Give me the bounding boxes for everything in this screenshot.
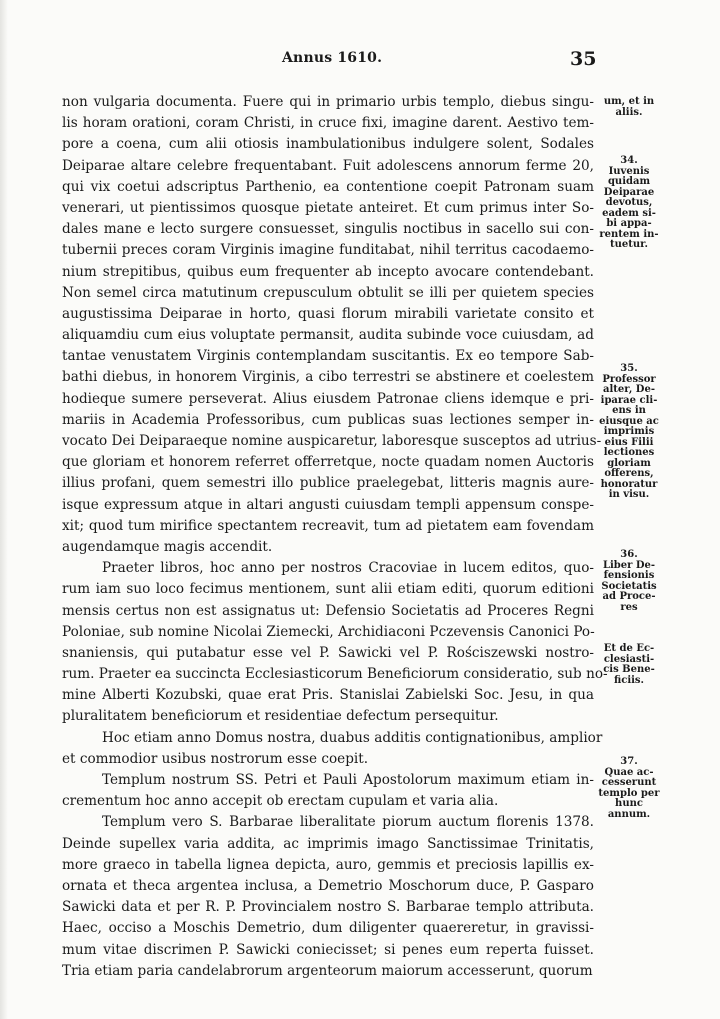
page-header xyxy=(0,50,720,74)
text-line: hodieque sumere perseverat. Alius eiusdem Patronae cliens idemque e pri- xyxy=(62,390,594,407)
text-line: Deiparae altare celebre frequentabant. Fuit adolescens annorum ferme 20, xyxy=(62,157,594,174)
text-line: Tria etiam paria candelabrorum argenteorum maiorum accesserunt, quorum xyxy=(62,962,593,979)
text-line: que gloriam et honorem referret offerretque, nocte quadam nomen Auctoris xyxy=(62,454,594,471)
text-line: augustissima Deiparae in horto, quasi florum mirabili varietate consito et xyxy=(62,305,594,322)
text-line: aliquamdiu cum eius voluptate permansit, audita subinde voce cuiusdam, ad xyxy=(62,327,594,344)
text-line: non vulgaria documenta. Fuere qui in primario urbis templo, diebus singu- xyxy=(62,94,594,110)
text-line: mum vitae discrimen P. Sawicki coniecisset; si penes eum reperta fuisset. xyxy=(62,941,594,958)
text-line: mine Alberti Kozubski, quae erat Pris. Stanislai Zabielski Soc. Jesu, in qua xyxy=(62,687,594,704)
text-line: Hoc etiam anno Domus nostra, duabus additis contignationibus, amplior xyxy=(102,729,603,746)
text-line: rum. Praeter ea succincta Ecclesiasticorum Beneficiorum consideratio, sub no- xyxy=(62,666,608,683)
text-line: lis horam orationi, coram Christi, in cruce fixi, imagine darent. Aestivo tem- xyxy=(62,115,594,132)
text-line: Templum vero S. Barbarae liberalitate piorum auctum florenis 1378. xyxy=(102,814,594,831)
text-line: qui vix coetui adscriptus Parthenio, ea contentione coepit Patronam suam xyxy=(62,178,594,195)
text-line: mariis in Academia Professoribus, cum publicas suas lectiones semper in- xyxy=(62,411,594,428)
text-line: illius profani, quem semestri illo publice praelegebat, litteris magnis aure- xyxy=(62,475,594,492)
text-line: dales mane e lecto surgere consuesset, singulis noctibus in sacello sui con- xyxy=(62,221,594,238)
text-line: more graeco in tabella lignea depicta, auro, gemmis et preciosis lapillis ex- xyxy=(62,856,594,873)
text-line: bathi diebus, in honorem Virginis, a cibo terrestri se abstinere et coelestem xyxy=(62,369,594,386)
text-line: Haec, occiso a Moschis Demetrio, dum diligenter quaereretur, in gravissi- xyxy=(62,920,594,937)
text-line: Sawicki data et per R. P. Provincialem nostro S. Barbarae templo attributa. xyxy=(62,899,594,916)
text-line: Praeter libros, hoc anno per nostros Cracoviae in lucem editos, quo- xyxy=(102,560,594,577)
text-line: crementum hoc anno accepit ob erectam cupulam et varia alia. xyxy=(62,793,499,810)
margin-note-text: Professor alter, De- iparae cli- ens in eiusque ac imprimis eius Filii lectiones gloriam offerens, honoratur in visu. xyxy=(599,373,659,500)
margin-note xyxy=(596,364,662,501)
page-number: 35 xyxy=(570,48,597,70)
text-line: tantae venustatem Virginis contemplandam suscitantis. Ex eo tempore Sab- xyxy=(62,348,594,365)
text-line: tubernii preces coram Virginis imagine funditabat, nihil territus cacodaemo- xyxy=(62,242,594,259)
text-line: venerari, ut pientissimos quosque pietate anteiret. Et cum primus inter So- xyxy=(62,199,594,216)
margin-note-text: Iuvenis quidam Deiparae devotus, eadem si- bi appa- rentem in- tuetur. xyxy=(599,165,659,250)
text-line: Templum nostrum SS. Petri et Pauli Apostolorum maximum etiam in- xyxy=(102,772,594,788)
text-line: augendamque magis accendit. xyxy=(62,538,273,555)
margin-note xyxy=(596,156,662,251)
margin-note-number: 34. xyxy=(620,155,638,166)
text-line: snaniensis, qui putabatur esse vel P. Sawicki vel P. Rościszewski nostro- xyxy=(62,644,594,661)
text-line: vocato Dei Deiparaeque nomine auspicaretur, laboresque susceptos ad utrius- xyxy=(62,433,602,449)
body-text xyxy=(62,92,608,982)
text-line: ornata et theca argentea inclusa, a Demetrio Moschorum duce, P. Gasparo xyxy=(62,877,594,894)
text-line: xit; quod tum mirifice spectantem recreavit, tum ad pietatem eam fovendam xyxy=(62,517,594,534)
margin-note-text: Liber De- fensionis Societatis ad Proce- res xyxy=(601,559,657,613)
margin-note xyxy=(596,644,662,686)
scan-edge-shadow xyxy=(0,0,8,1019)
text-line: mensis certus non est assignatus ut: Defensio Societatis ad Proceres Regni xyxy=(62,602,594,619)
text-line: isque expressum atque in altari angusti cuiusdam templi appensum conspe- xyxy=(62,496,594,513)
margin-note-number: 37. xyxy=(620,756,638,767)
text-line: rum iam suo loco fecimus mentionem, sunt alii etiam editi, quorum editioni xyxy=(62,581,594,598)
margin-note xyxy=(596,757,662,820)
margin-note-number: 36. xyxy=(620,549,638,560)
text-line: pluralitatem beneficiorum et residentiae defectum persequitur. xyxy=(62,708,499,725)
text-line: nium strepitibus, quibus eum frequenter ab incepto avocare contendebant. xyxy=(62,263,594,280)
text-line: Non semel circa matutinum crepusculum obtulit se illi per quietem species xyxy=(62,284,594,301)
running-head: Annus 1610. xyxy=(282,50,383,66)
margin-note-number: 35. xyxy=(620,363,638,374)
margin-note-text: um, et in aliis. xyxy=(603,96,655,118)
text-line: et commodior usibus nostrorum esse coepit. xyxy=(62,750,369,767)
margin-note-text: Et de Ec- clesiasti- cis Bene- ficiis. xyxy=(603,643,655,686)
text-line: pore a coena, cum alii otiosis inambulationibus indulgere solent, Sodales xyxy=(62,136,594,153)
margin-note-text: Quae ac- cesserunt templo per hunc annum. xyxy=(598,766,660,820)
margin-note xyxy=(596,550,662,613)
text-line: Poloniae, sub nomine Nicolai Ziemecki, Archidiaconi Pczevensis Canonici Po- xyxy=(62,623,595,640)
margin-note xyxy=(596,97,662,118)
text-line: Deinde supellex varia addita, ac imprimis imago Sanctissimae Trinitatis, xyxy=(62,835,594,852)
